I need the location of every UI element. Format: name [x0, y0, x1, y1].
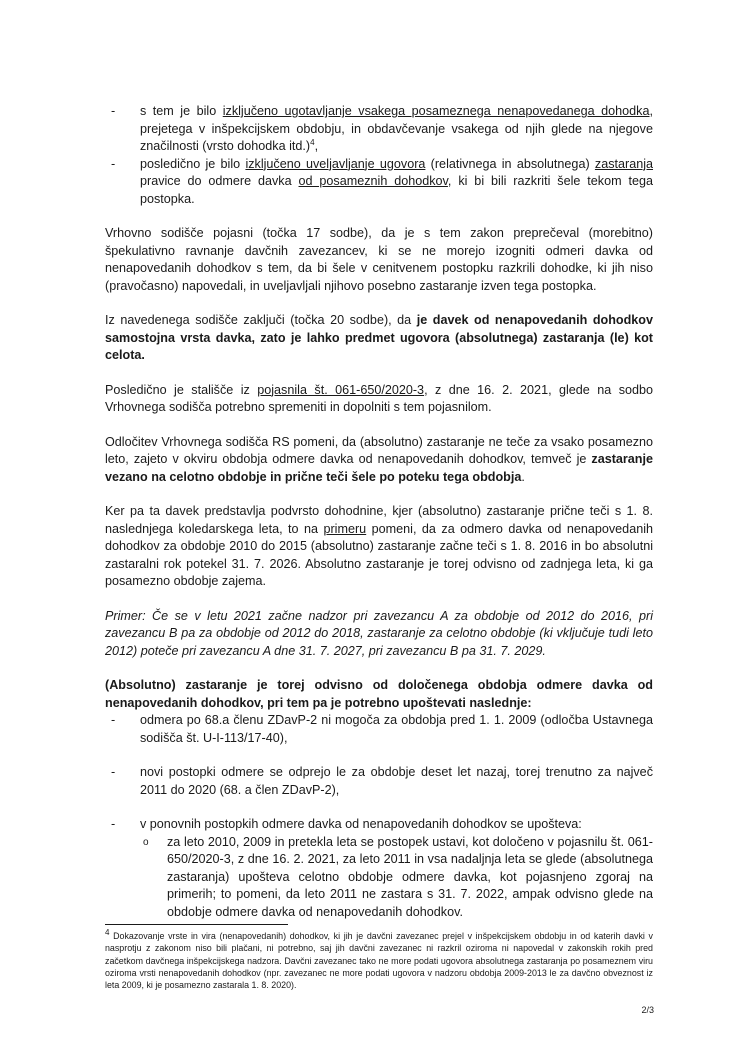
text-run: Odločitev Vrhovnega sodišča RS pomeni, da (absolutno) zastaranje ne teče za vsako posamezno leto, zajeto v okviru obdobja odmere davka od nenapovedanih dohodkov, temveč je [105, 434, 653, 466]
list-item [105, 103, 653, 156]
footnote-divider [105, 924, 288, 925]
page-number: 2/3 [641, 1005, 654, 1015]
list-item [105, 712, 653, 747]
text-run: , prejetega v inšpekcijskem obdobju, in obdavčevanje vsakega od njih glede na njegove značilnosti (vrsto dohodka itd.) [140, 104, 653, 153]
circle-bullet-icon: o [143, 836, 149, 848]
text-run: (relativnega in absolutnega) [425, 156, 595, 171]
text-run: pomeni, da za odmero davka od nenapovedanih dohodkov za obdobje 2010 do 2015 (absolutno) zastaranje začne teči s 1. 8. 2016 in bo absolutni zastaralni rok potekel 31. 7. 2026. Absolutno zastaranje je torej odvisno od zadnjega leta, ki ga posamezno obdobje zajema. [105, 521, 654, 588]
list-item [105, 816, 653, 921]
sub-list-item [140, 834, 653, 922]
paragraph-example: Primer: Če se v letu 2021 začne nadzor pri zavezancu A za obdobje od 2012 do 2016, pri zavezancu B pa za obdobje od 2012 do 2018, zastaranje za celotno obdobje (ki vključuje tudi leto 2012) poteče pri zavezancu A dne 31. 7. 2027, pri zavezancu B pa 31. 7. 2029. [105, 608, 653, 658]
bold-text: je davek od nenapovedanih dohodkov samostojna vrsta davka, zato je lahko predmet ugovora (absolutnega) zastaranja (le) kot celota. [105, 313, 653, 362]
bold-text: zastaranje vezano na celotno obdobje in prične teči šele po poteku tega obdobja [105, 452, 653, 484]
dash-marker: - [111, 817, 116, 831]
text-run: odmera po 68.a členu ZDavP-2 ni mogoča za obdobja pred 1. 1. 2009 (odločba Ustavnega sodišča št. U-I-113/17-40), [140, 713, 653, 745]
dash-marker: - [111, 713, 116, 727]
text-run: , [314, 139, 319, 153]
sub-list [140, 834, 653, 922]
footnote-ref[interactable]: 4 [310, 137, 315, 147]
text-run: Ker pa ta davek predstavlja podvrsto dohodnine, kjer (absolutno) zastaranje prične teči s 1. 8. naslednjega koledarskega leta, to na [105, 504, 653, 536]
text-run: s tem je bilo [140, 104, 223, 118]
dash-list-1 [105, 103, 653, 208]
text-run: novi postopki odmere se odprejo le za obdobje deset let nazaj, torej trenutno za največ 2011 do 2020 (68. a člen ZDavP-2), [140, 765, 653, 797]
text-run: , ki bi bili razkriti šele tekom tega postopka. [140, 174, 653, 206]
paragraph-decision [105, 434, 653, 487]
dash-list-2 [105, 712, 653, 921]
paragraph-conclusion [105, 312, 653, 365]
paragraph-subtype [105, 503, 653, 591]
text-run: , z dne 16. 2. 2021, glede na sodbo Vrhovnega sodišča potrebno spremeniti in dopolniti s tem pojasnilom. [105, 382, 654, 414]
text-run: posledično je bilo [140, 156, 246, 171]
bold-text: (Absolutno) zastaranje je torej odvisno od določenega obdobja odmere davka od nenapovedanih dohodkov, pri tem pa je potrebno upoštevati naslednje: [105, 678, 653, 710]
text-run: Iz navedenega sodišče zaključi (točka 20 sodbe), da [105, 313, 417, 327]
paragraph-supreme-court: Vrhovno sodišče pojasni (točka 17 sodbe), da je s tem zakon preprečeval (morebitno) špekulativno ravnanje davčnih zavezancev, ki se ne morejo izogniti odmeri davka od nenapovedanih dohodkov s tem, da bi šele v cenitvenem postopku razkrili dohodke, ki jih niso (pravočasno) napovedali, in uveljavljali njihovo posebno zastaranje izven tega postopka. [105, 226, 653, 293]
list-item [105, 764, 653, 799]
underlined-text: izključeno uveljavljanje ugovora [245, 156, 426, 171]
text-run: . [521, 469, 525, 484]
text-run: za leto 2010, 2009 in pretekla leta se postopek ustavi, kot določeno v pojasnilu št. 061-650/2020-3, z dne 16. 2. 2021, za leto 2011 in vsa nadaljnja leta se glede (absolutnega zastaranja) upošteva celotno obdobje odmere davka, kot pojasnjeno zgoraj na primerih; to pomeni, da leto 2011 ne zastara s 31. 7. 2022, ampak odvisno glede na obdobje odmere davka od nenapovedanih dohodkov. [167, 834, 653, 919]
text-run: pravice do odmere davka [140, 174, 299, 188]
dash-marker: - [111, 104, 116, 118]
footnote [105, 930, 653, 991]
underlined-text: od posameznih dohodkov [298, 174, 448, 188]
reference-link[interactable]: pojasnila št. 061-650/2020-3 [257, 382, 425, 397]
text-run: v ponovnih postopkih odmere davka od nenapovedanih dohodkov se upošteva: [140, 817, 582, 831]
document-body [105, 103, 653, 921]
list-item [105, 156, 653, 209]
paragraph-position [105, 382, 653, 417]
underlined-text: izključeno ugotavljanje vsakega posameznega nenapovedanega dohodka [222, 104, 650, 118]
underlined-text: primeru [323, 521, 367, 536]
paragraph-summary-heading [105, 677, 653, 712]
dash-marker: - [111, 765, 116, 779]
dash-marker: - [111, 156, 116, 171]
text-run: Posledično je stališče iz [105, 382, 258, 397]
footnote-number: 4 [105, 928, 110, 938]
footnote-text: Dokazovanje vrste in vira (nenapovedanih) dohodkov, ki jih je davčni zavezanec prejel v inšpekcijskem obdobju in od katerih davki v nasprotju z zakonom niso bili plačani, ni potrebno, saj jih davčni zavezanec ni razkril oziroma ni napovedal v zakonskih rokih pred začetkom davčnega inšpekcijskega nadzora. Davčni zavezanec tako ne more podati ugovora absolutnega zastaranja po posameznem viru oziroma vrsti nenapovedanih dohodkov (npr. zavezanec ne more podati ugovora v nadzoru obdobja 2009-2013 le za davčno obveznost iz leta 2009, ki je posamezno zastarala 1. 8. 2020). [105, 931, 653, 991]
underlined-text: zastaranja [594, 156, 654, 171]
